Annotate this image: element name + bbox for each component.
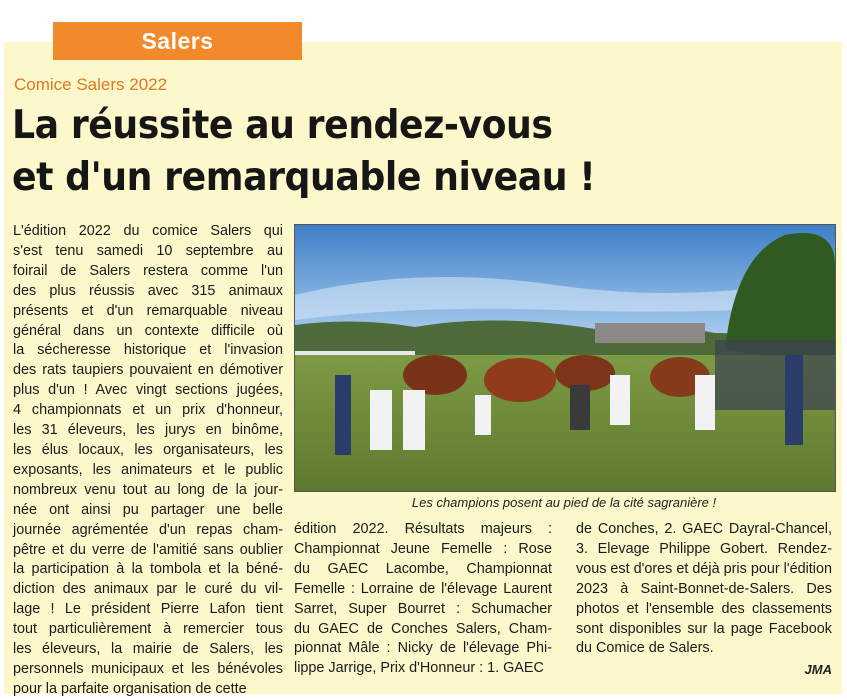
village	[595, 323, 705, 343]
text-line: présents et d'un remarquable niveau	[13, 302, 283, 319]
text-line: les éleveurs, la mairie de Salers, les	[13, 641, 283, 658]
text-line: 2023 à Saint-Bonnet-de-Salers. Des	[576, 580, 832, 597]
text-line: exposants, les animateurs et le public	[13, 461, 283, 478]
text-line: Championnat Jeune Femelle : Rose	[294, 540, 552, 557]
text-line: 4 championnats et un prix d'honneur,	[13, 402, 283, 419]
article-photo	[294, 224, 836, 492]
text-line: lage ! Le président Pierre Lafon tient	[13, 601, 283, 618]
cow-2	[484, 358, 556, 402]
text-line: nombreux venu tout au long de la jour-	[13, 481, 283, 498]
article-column-1	[13, 222, 283, 700]
text-line: les élus locaux, les organisateurs, les	[13, 441, 283, 458]
person-3	[403, 390, 425, 450]
text-line: personnels municipaux et les bénévoles	[13, 660, 283, 677]
text-line: édition 2022. Résultats majeurs :	[294, 521, 552, 537]
text-line: Sarret, Super Bourret : Schumacher	[294, 600, 552, 617]
text-line: de Conches, 2. GAEC Dayral-Chancel,	[576, 521, 832, 537]
text-line: la sécheresse historique et l'invasion	[13, 342, 283, 359]
text-line: la participation à la tombola et la béné-	[13, 561, 283, 578]
photo-caption: Les champions posent au pied de la cité sagranière !	[411, 495, 717, 510]
text-line: diction des animaux par le curé du vil-	[13, 581, 283, 598]
article-headline	[12, 100, 775, 204]
person-5	[570, 385, 590, 430]
headline-line-1: La réussite au rendez-vous	[12, 103, 553, 148]
text-line: journée agrémentée d'un repas cham-	[13, 521, 283, 538]
text-line: des rats taupiers pouvaient en démotiver	[13, 362, 283, 379]
section-tab: Salers	[53, 22, 302, 60]
text-line: L'édition 2022 du comice Salers qui	[13, 223, 283, 239]
text-line: photos et l'ensemble des classements	[576, 600, 832, 617]
person-6	[610, 375, 630, 425]
crowd	[715, 340, 835, 410]
text-line: s'est tenu samedi 10 septembre au	[13, 242, 283, 259]
text-line: plus d'un ! Avec vingt sections jugées,	[13, 382, 283, 399]
article-column-2	[294, 520, 552, 679]
person-8	[785, 355, 803, 445]
text-line: du GAEC de Conches Salers, Cham-	[294, 620, 552, 637]
headline-line-2: et d'un remarquable niveau !	[12, 155, 596, 200]
text-line: les 31 éleveurs, les jurys en binôme,	[13, 422, 283, 439]
person-7	[695, 375, 715, 430]
text-line: lippe Jarrige, Prix d'Honneur : 1. GAEC	[294, 660, 544, 677]
text-line: du Comice de Salers.	[576, 640, 714, 657]
cow-1	[403, 355, 467, 395]
text-line: foirail de Salers restera comme l'un	[13, 262, 283, 279]
text-line: des plus réussis avec 315 animaux	[13, 282, 283, 299]
text-line: tout particulièrement à remercier tous	[13, 621, 283, 638]
text-line: vous est d'ores et déjà pris pour l'édition	[576, 560, 832, 577]
text-line: née ont ainsi pu partager une belle	[13, 501, 283, 518]
text-line: Femelle : Lorraine de l'élevage Laurent	[294, 580, 552, 597]
text-line: général dans un contexte difficile où	[13, 322, 283, 339]
text-line: pionnat Mâle : Nicky de l'élevage Phi-	[294, 640, 552, 657]
text-line: 3. Elevage Philippe Gobert. Rendez-	[576, 540, 832, 557]
text-line: du GAEC Lacombe, Championnat	[294, 560, 552, 577]
text-line: sont disponibles sur la page Facebook	[576, 620, 832, 637]
text-line: pêtre et du verre de l'amitié sans oublier	[13, 541, 283, 558]
author-signature: JMA	[804, 662, 832, 677]
article-column-3	[576, 520, 832, 659]
person-4	[475, 395, 491, 435]
text-line: pour la parfaite organisation de cette	[13, 680, 247, 697]
photo-illustration	[295, 225, 835, 491]
person-1	[335, 375, 351, 455]
person-2	[370, 390, 392, 450]
article-kicker: Comice Salers 2022	[14, 75, 168, 94]
